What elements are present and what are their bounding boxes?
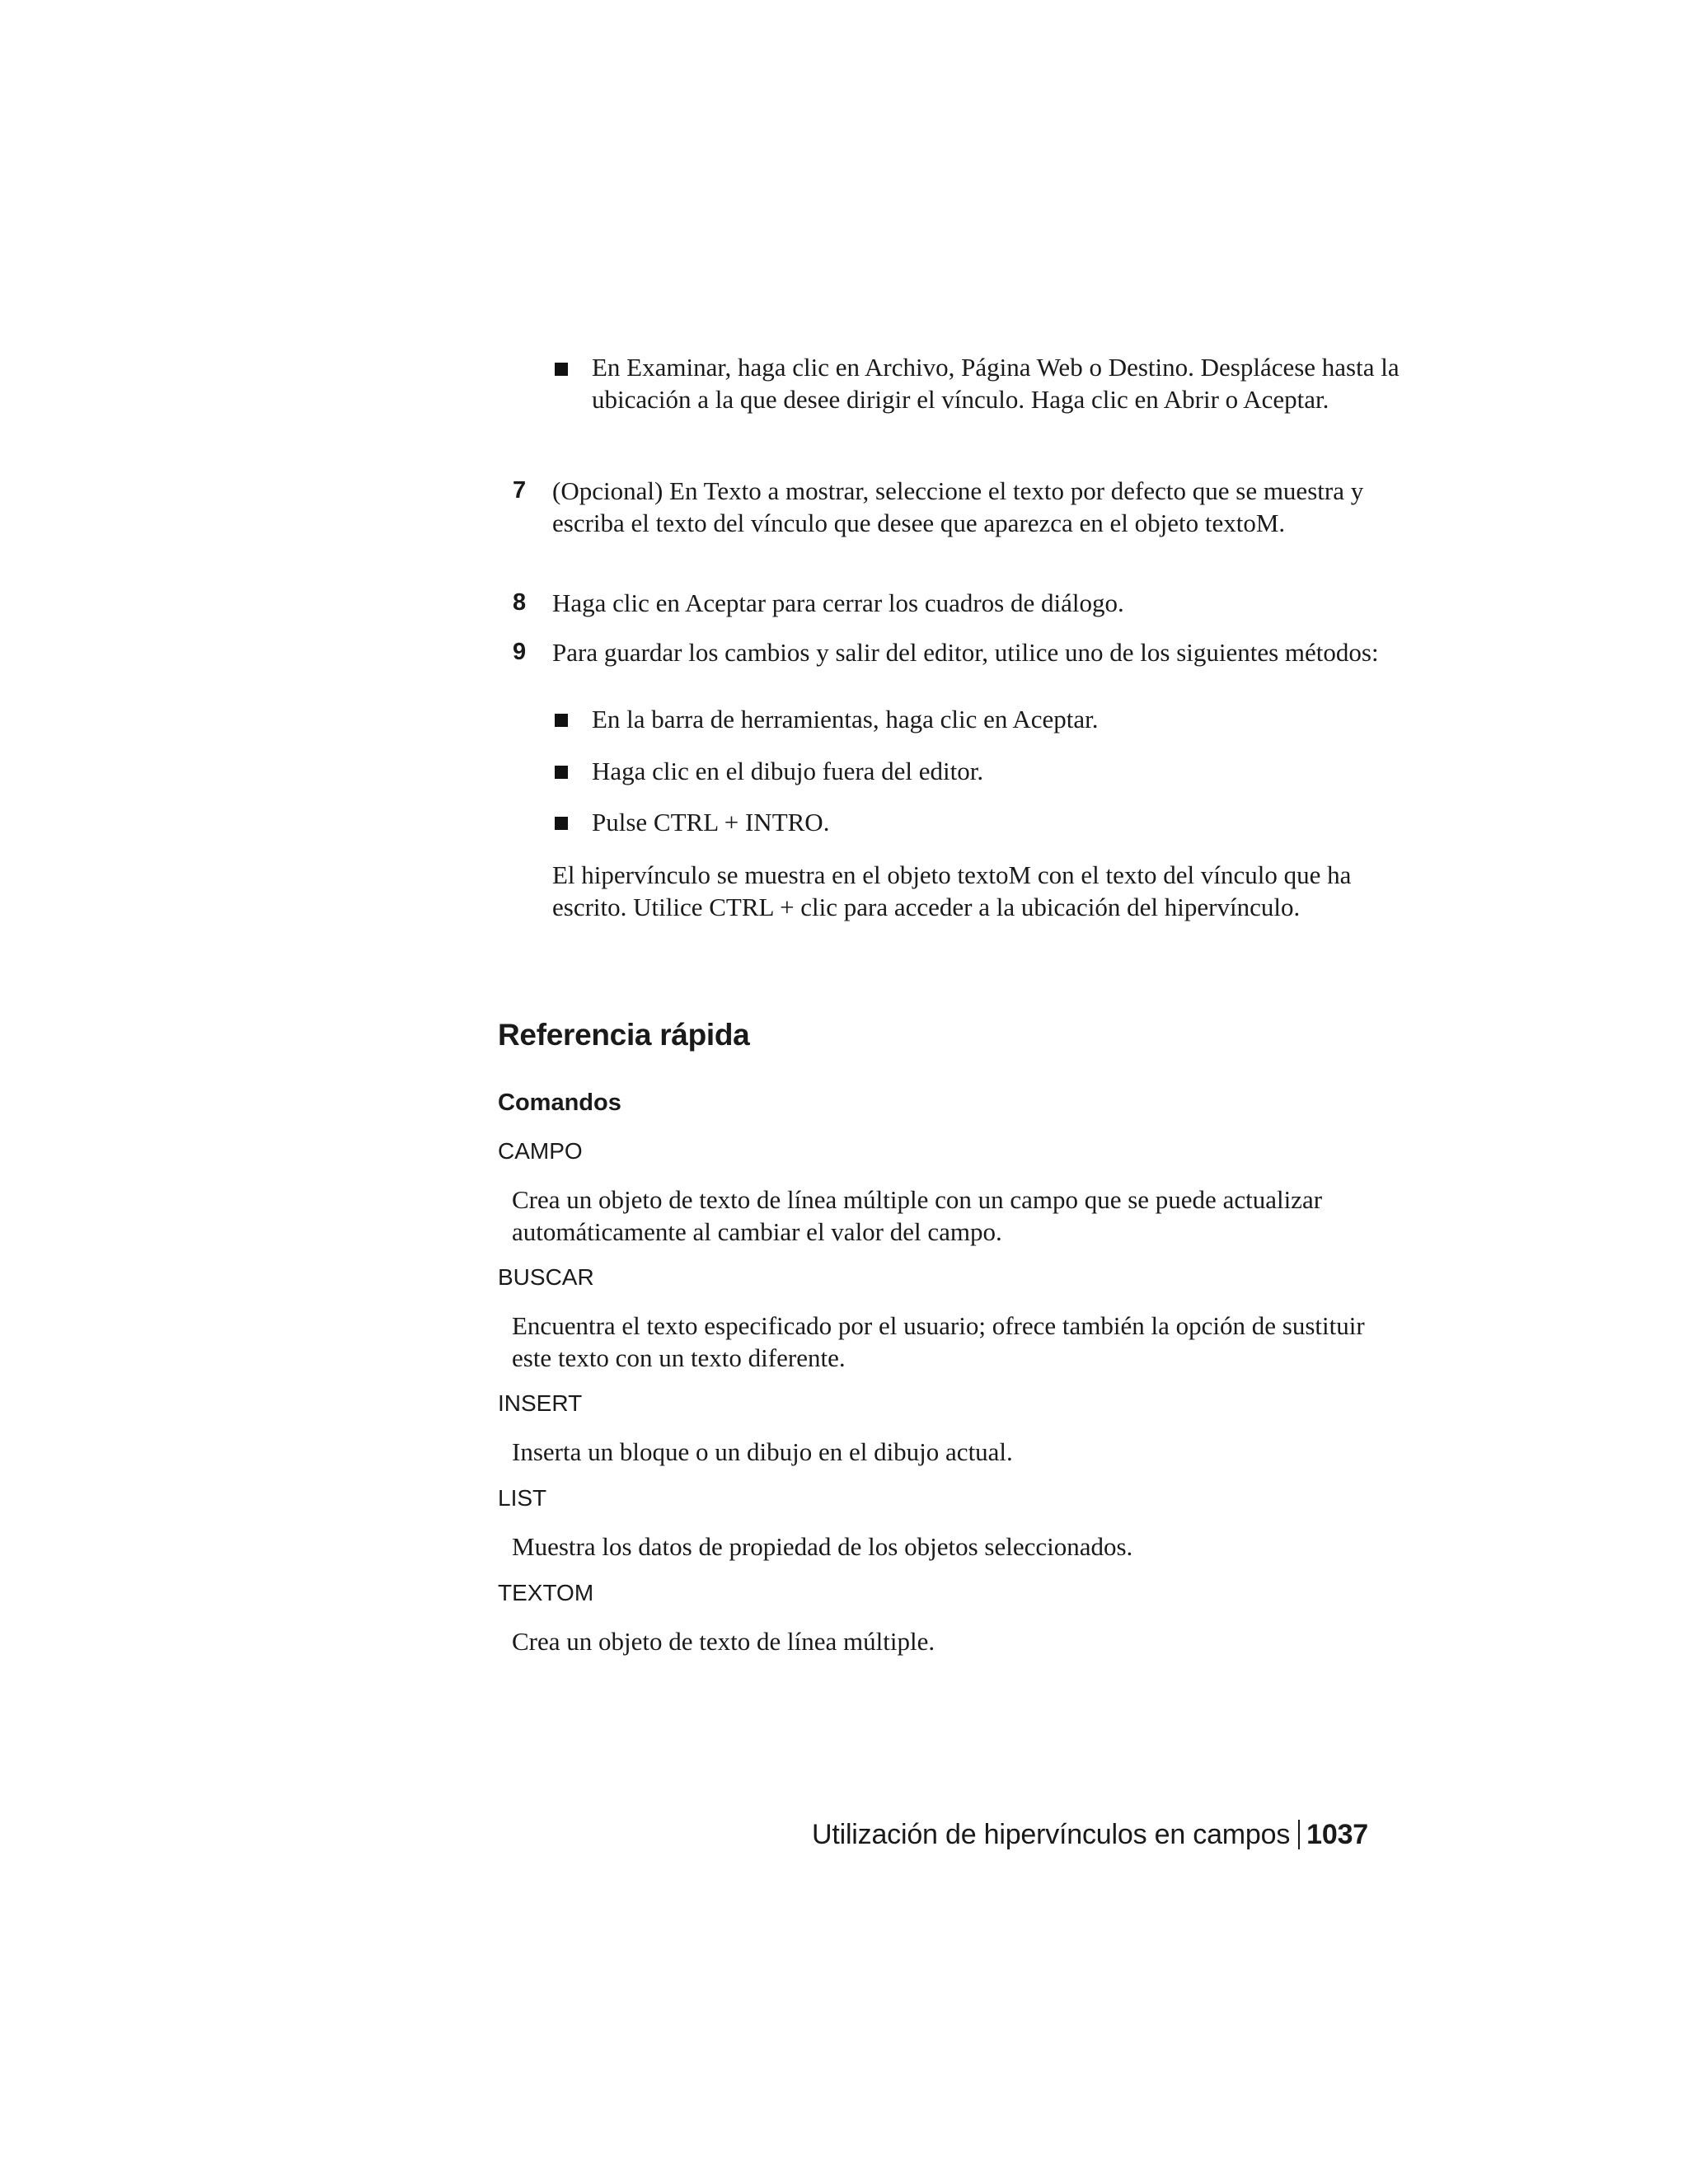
step-text: Para guardar los cambios y salir del editor, utilice uno de los siguientes métodos:: [552, 638, 1379, 667]
step-number: 8: [513, 589, 527, 616]
footer-section-title: Utilización de hipervínculos en campos: [812, 1819, 1291, 1850]
subheading: Comandos: [498, 1090, 621, 1116]
command-name: LIST: [498, 1485, 547, 1511]
page-footer: [812, 1817, 1368, 1852]
bullet-text: Pulse CTRL + INTRO.: [592, 808, 830, 837]
section-heading: Referencia rápida: [498, 1018, 750, 1052]
page-number: 1037: [1306, 1819, 1368, 1850]
command-description: Inserta un bloque o un dibujo en el dibujo actual.: [512, 1437, 1013, 1466]
step-text: (Opcional) En Texto a mostrar, seleccione el texto por defecto que se muestra y escriba el texto del vínculo que desee que aparezca en el objeto textoM.: [552, 476, 1364, 537]
command-description: Muestra los datos de propiedad de los objetos seleccionados.: [512, 1532, 1133, 1561]
step-number: 9: [513, 639, 527, 665]
command-name: INSERT: [498, 1390, 583, 1416]
bullet-square-icon: [555, 817, 568, 830]
bullet-text: Haga clic en el dibujo fuera del editor.: [592, 757, 984, 785]
footer-divider: [1298, 1820, 1300, 1849]
result-paragraph: El hipervínculo se muestra en el objeto textoM con el texto del vínculo que ha escrito. Utilice CTRL + clic para acceder a la ubicación del hipervínculo.: [552, 860, 1352, 921]
bullet-square-icon: [555, 714, 568, 727]
command-name: TEXTOM: [498, 1580, 594, 1605]
bullet-text: En la barra de herramientas, haga clic en Aceptar.: [592, 705, 1099, 733]
command-description: Crea un objeto de texto de línea múltiple.: [512, 1627, 935, 1656]
step-text: Haga clic en Aceptar para cerrar los cuadros de diálogo.: [552, 588, 1124, 617]
command-name: CAMPO: [498, 1138, 583, 1164]
command-description: Crea un objeto de texto de línea múltiple con un campo que se puede actualizar automáticamente al cambiar el valor del campo.: [512, 1185, 1323, 1246]
bullet-square-icon: [555, 363, 568, 376]
bullet-text: En Examinar, haga clic en Archivo, Página Web o Destino. Desplácese hasta la ubicación a la que desee dirigir el vínculo. Haga clic en Abrir o Aceptar.: [592, 353, 1400, 414]
step-number: 7: [513, 477, 527, 504]
command-name: BUSCAR: [498, 1264, 594, 1290]
bullet-square-icon: [555, 766, 568, 779]
command-description: Encuentra el texto especificado por el usuario; ofrece también la opción de sustituir este texto con un texto diferente.: [512, 1311, 1365, 1372]
